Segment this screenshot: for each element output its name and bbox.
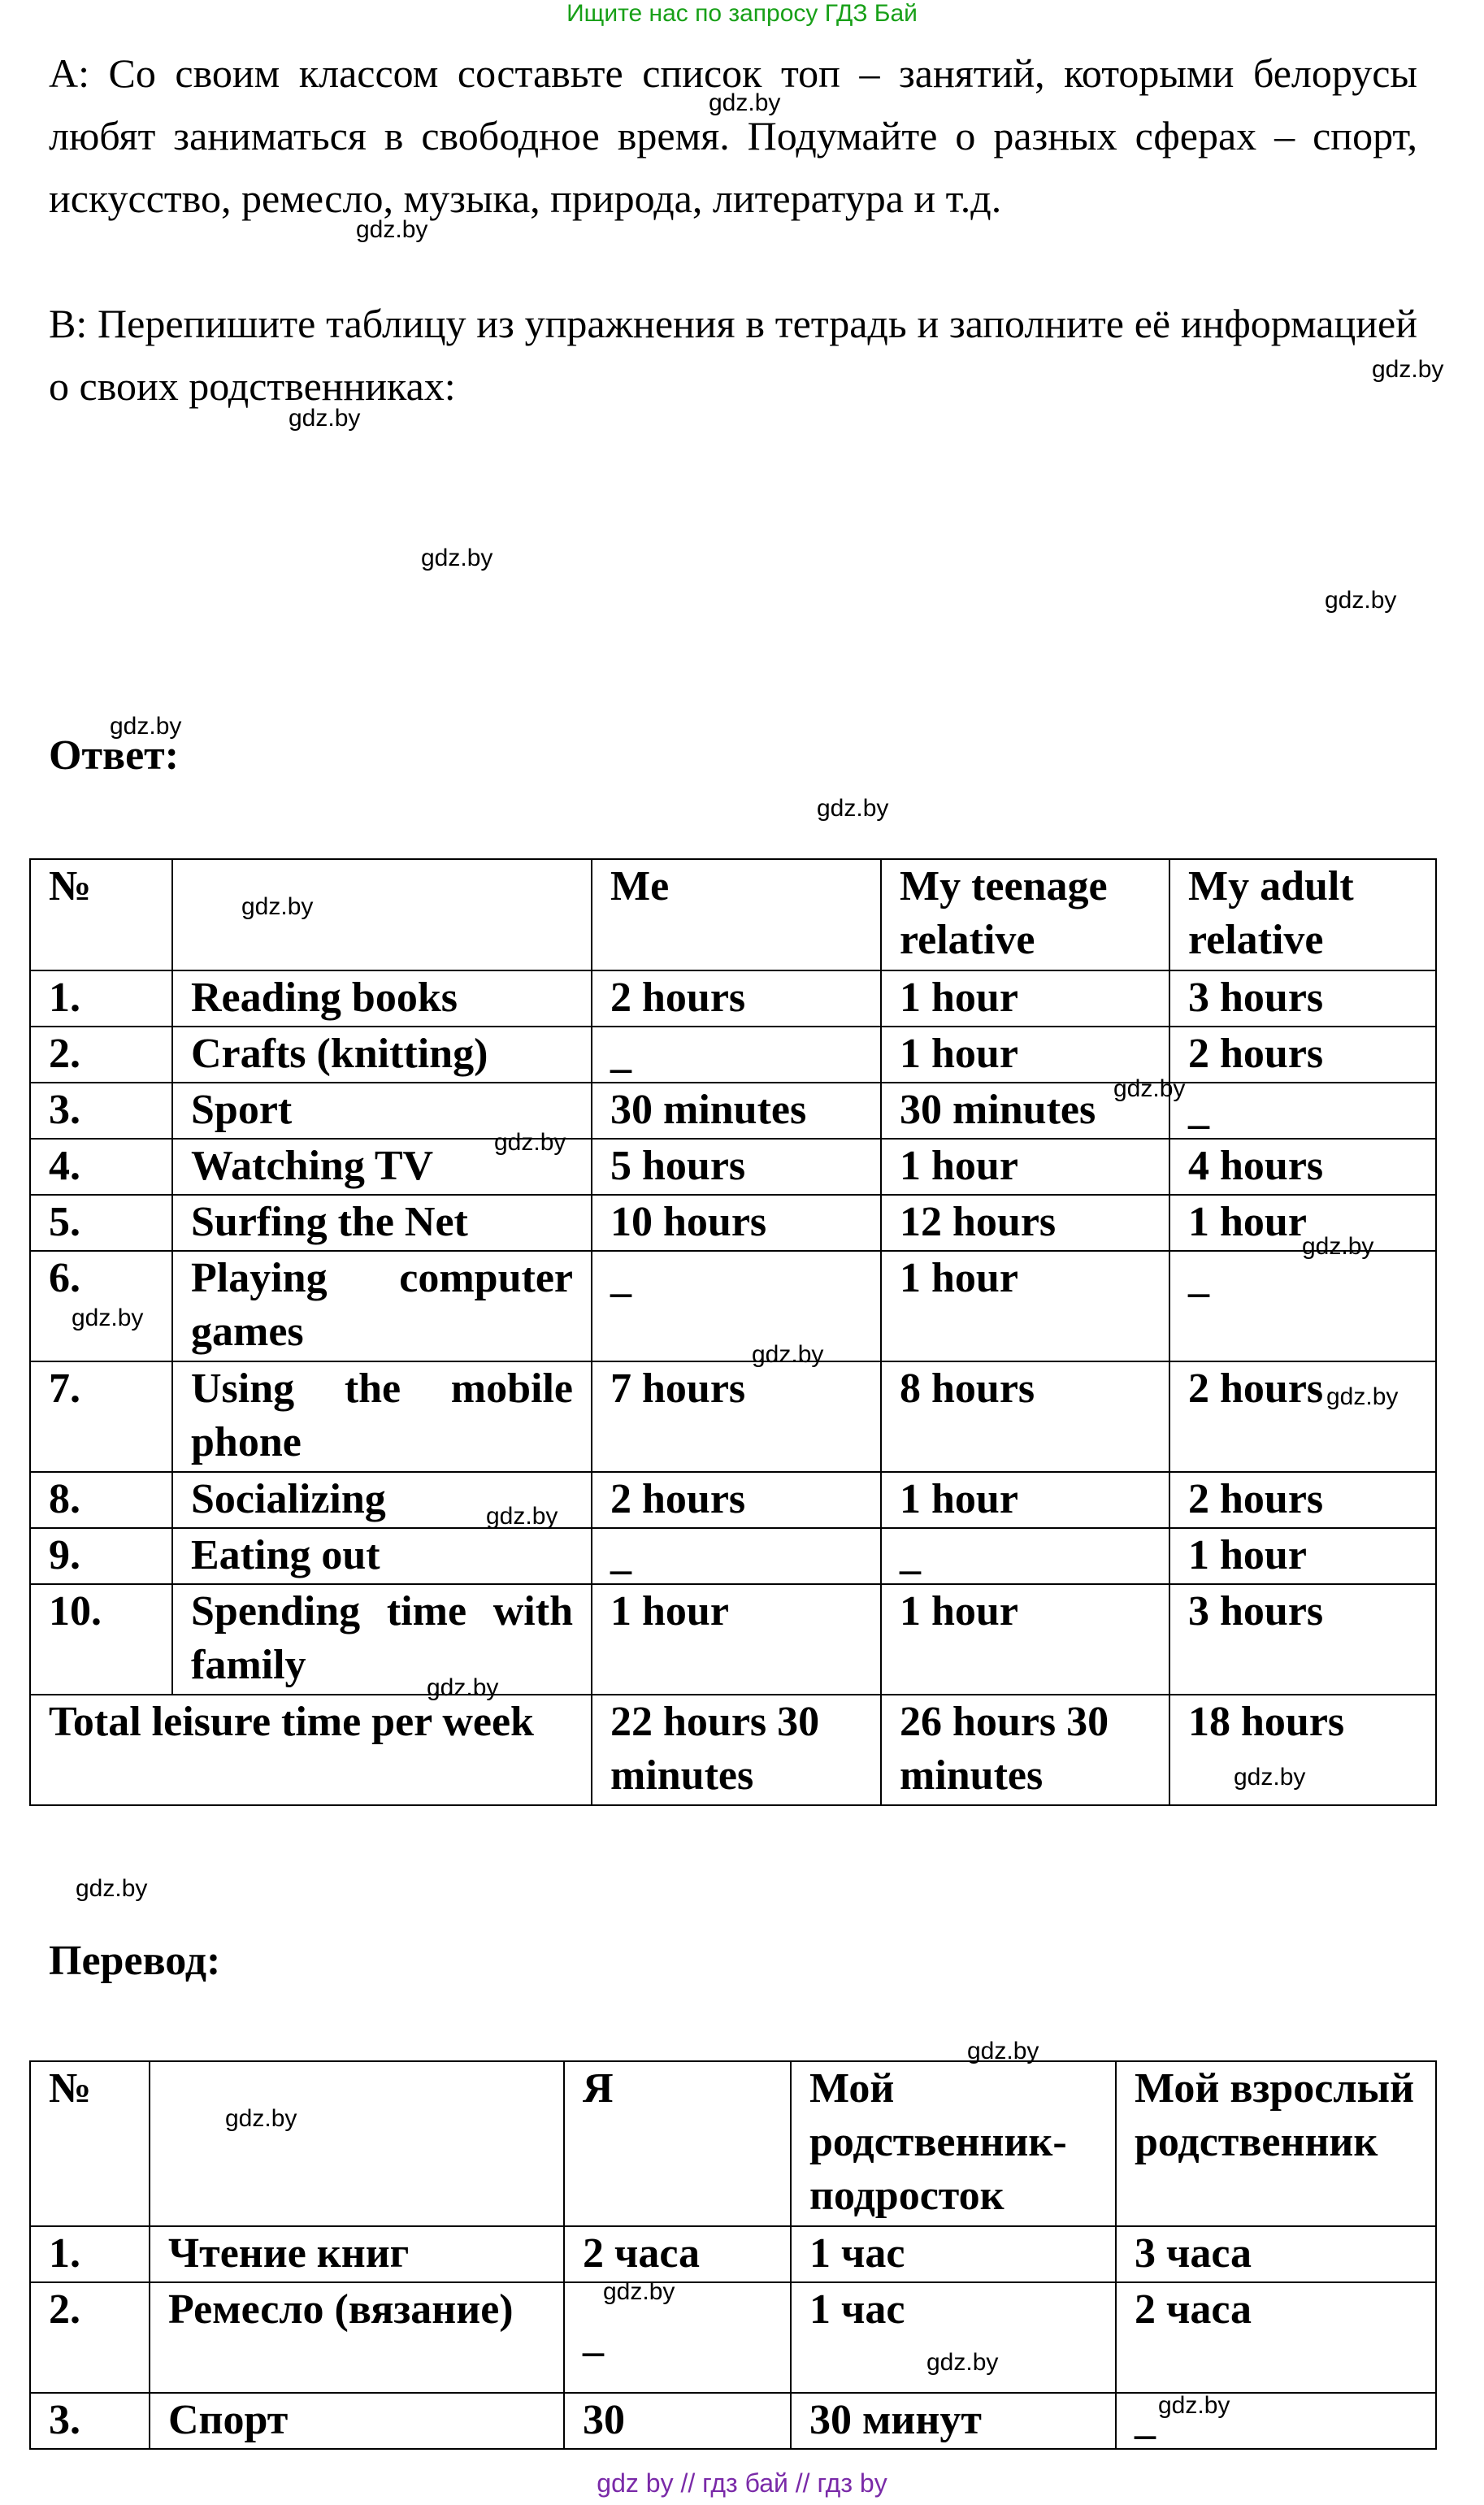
- table-row: [30, 1139, 1436, 1195]
- row-number: 9.: [30, 1528, 172, 1584]
- row-activity: Reading books: [172, 970, 592, 1027]
- table-row: [30, 1472, 1436, 1528]
- row-me: 5 hours: [592, 1139, 881, 1195]
- row-me: 2 часа: [564, 2226, 791, 2282]
- row-activity: Sport: [172, 1083, 592, 1139]
- row-me: _: [564, 2282, 791, 2393]
- watermark: gdz.by: [1158, 2392, 1230, 2419]
- row-teen: 1 hour: [881, 1472, 1169, 1528]
- row-me: _: [592, 1027, 881, 1083]
- row-me: _: [592, 1251, 881, 1361]
- header-cell-teen: My teenage relative: [881, 859, 1169, 970]
- watermark: gdz.by: [421, 545, 493, 571]
- watermark: gdz.by: [76, 1875, 148, 1902]
- watermark: gdz.by: [752, 1341, 824, 1368]
- row-teen: 30 minutes: [881, 1083, 1169, 1139]
- table-row: [30, 1083, 1436, 1139]
- row-number: 6.: [30, 1251, 172, 1361]
- answer-heading: Ответ:: [49, 732, 180, 779]
- header-cell-number: №: [30, 2061, 150, 2226]
- row-number: 3.: [30, 1083, 172, 1139]
- row-number: 1.: [30, 970, 172, 1027]
- row-me: 30 minutes: [592, 1083, 881, 1139]
- watermark: gdz.by: [225, 2105, 297, 2132]
- row-number: 3.: [30, 2393, 150, 2449]
- row-teen: 1 hour: [881, 1584, 1169, 1695]
- watermark: gdz.by: [1325, 587, 1397, 614]
- row-teen: 1 hour: [881, 1139, 1169, 1195]
- watermark: gdz.by: [241, 893, 314, 920]
- total-teen: 26 hours 30 minutes: [881, 1695, 1169, 1805]
- row-activity: Чтение книг: [150, 2226, 564, 2282]
- row-activity: Спорт: [150, 2393, 564, 2449]
- watermark: gdz.by: [709, 89, 781, 116]
- row-activity: Socializing: [172, 1472, 592, 1528]
- row-me: 10 hours: [592, 1195, 881, 1251]
- header-cell-teen: Мой родственник-подросток: [791, 2061, 1116, 2226]
- row-number: 1.: [30, 2226, 150, 2282]
- site-banner: Ищите нас по запросу ГДЗ Бай: [566, 0, 918, 27]
- table-row: [30, 1251, 1436, 1361]
- table-row: [30, 1195, 1436, 1251]
- header-cell-adult: My adult relative: [1169, 859, 1436, 970]
- row-activity: Spending time with family: [172, 1584, 592, 1695]
- row-activity: Playing computer games: [172, 1251, 592, 1361]
- row-teen: 1 час: [791, 2282, 1116, 2393]
- watermark: gdz.by: [1302, 1233, 1374, 1260]
- total-label: Total leisure time per week: [30, 1695, 592, 1805]
- row-activity: Using the mobile phone: [172, 1361, 592, 1472]
- watermark: gdz.by: [603, 2278, 675, 2305]
- row-me: 1 hour: [592, 1584, 881, 1695]
- table-row: [30, 1361, 1436, 1472]
- row-teen: 30 минут: [791, 2393, 1116, 2449]
- table-header-row: [30, 2061, 1436, 2226]
- table-row: [30, 2282, 1436, 2393]
- row-me: _: [592, 1528, 881, 1584]
- watermark: gdz.by: [817, 795, 889, 822]
- row-number: 2.: [30, 2282, 150, 2393]
- watermark: gdz.by: [1113, 1075, 1186, 1102]
- row-me: 30: [564, 2393, 791, 2449]
- table-row: [30, 1528, 1436, 1584]
- row-number: 4.: [30, 1139, 172, 1195]
- watermark: gdz.by: [110, 713, 182, 740]
- answer-table: [29, 858, 1437, 1806]
- watermark: gdz.by: [1326, 1383, 1399, 1410]
- row-adult: 3 hours: [1169, 1584, 1436, 1695]
- row-me: 2 hours: [592, 970, 881, 1027]
- row-adult: _: [1169, 1083, 1436, 1139]
- watermark: gdz.by: [1372, 356, 1444, 383]
- footer-watermark: gdz by // гдз бай // гдз by: [597, 2468, 887, 2498]
- header-cell-activity: [172, 859, 592, 970]
- row-teen: _: [881, 1528, 1169, 1584]
- task-a-text: A: Со своим классом составьте список топ – занятий, которыми белорусы любят заниматься в свободное время. Подумайте о разных сферах – спорт, искусство, ремесло, музыка, природа, литература и т.д.: [49, 50, 1417, 221]
- watermark: gdz.by: [427, 1674, 499, 1701]
- row-teen: 12 hours: [881, 1195, 1169, 1251]
- total-me: 22 hours 30 minutes: [592, 1695, 881, 1805]
- row-activity: Eating out: [172, 1528, 592, 1584]
- row-activity: Crafts (knitting): [172, 1027, 592, 1083]
- row-adult: 2 hours: [1169, 1361, 1436, 1472]
- table-row: [30, 970, 1436, 1027]
- row-adult: 2 часа: [1116, 2282, 1436, 2393]
- task-b-text: B: Перепишите таблицу из упражнения в тетрадь и заполните её информацией о своих родственниках:: [49, 301, 1417, 409]
- row-adult: 4 hours: [1169, 1139, 1436, 1195]
- watermark: gdz.by: [494, 1129, 566, 1156]
- header-cell-activity: [150, 2061, 564, 2226]
- table-total-row: [30, 1695, 1436, 1805]
- watermark: gdz.by: [1234, 1764, 1306, 1791]
- row-teen: 1 hour: [881, 1027, 1169, 1083]
- total-adult: 18 hours: [1169, 1695, 1436, 1805]
- watermark: gdz.by: [926, 2349, 999, 2376]
- row-teen: 1 hour: [881, 970, 1169, 1027]
- watermark: gdz.by: [289, 405, 361, 432]
- row-number: 10.: [30, 1584, 172, 1695]
- row-adult: 3 часа: [1116, 2226, 1436, 2282]
- row-me: 2 hours: [592, 1472, 881, 1528]
- row-teen: 1 час: [791, 2226, 1116, 2282]
- watermark: gdz.by: [486, 1503, 558, 1530]
- row-adult: 1 hour: [1169, 1528, 1436, 1584]
- row-adult: _: [1169, 1251, 1436, 1361]
- row-activity: Surfing the Net: [172, 1195, 592, 1251]
- watermark: gdz.by: [72, 1305, 144, 1331]
- table-row: [30, 1027, 1436, 1083]
- header-cell-adult: Мой взрослый родственник: [1116, 2061, 1436, 2226]
- row-teen: 1 hour: [881, 1251, 1169, 1361]
- row-number: 7.: [30, 1361, 172, 1472]
- watermark: gdz.by: [356, 216, 428, 243]
- row-teen: 8 hours: [881, 1361, 1169, 1472]
- row-adult: 3 hours: [1169, 970, 1436, 1027]
- row-number: 8.: [30, 1472, 172, 1528]
- row-me: 7 hours: [592, 1361, 881, 1472]
- watermark: gdz.by: [967, 2038, 1039, 2064]
- row-adult: 2 hours: [1169, 1472, 1436, 1528]
- table-row: [30, 1584, 1436, 1695]
- row-number: 5.: [30, 1195, 172, 1251]
- header-cell-me: Me: [592, 859, 881, 970]
- header-cell-me: Я: [564, 2061, 791, 2226]
- table-row: [30, 2226, 1436, 2282]
- translation-heading: Перевод:: [49, 1938, 221, 1984]
- header-cell-number: №: [30, 859, 172, 970]
- row-adult: _: [1116, 2393, 1436, 2449]
- row-activity: Ремесло (вязание): [150, 2282, 564, 2393]
- row-adult: 2 hours: [1169, 1027, 1436, 1083]
- row-adult: 1 hour: [1169, 1195, 1436, 1251]
- row-activity: Watching TV: [172, 1139, 592, 1195]
- row-number: 2.: [30, 1027, 172, 1083]
